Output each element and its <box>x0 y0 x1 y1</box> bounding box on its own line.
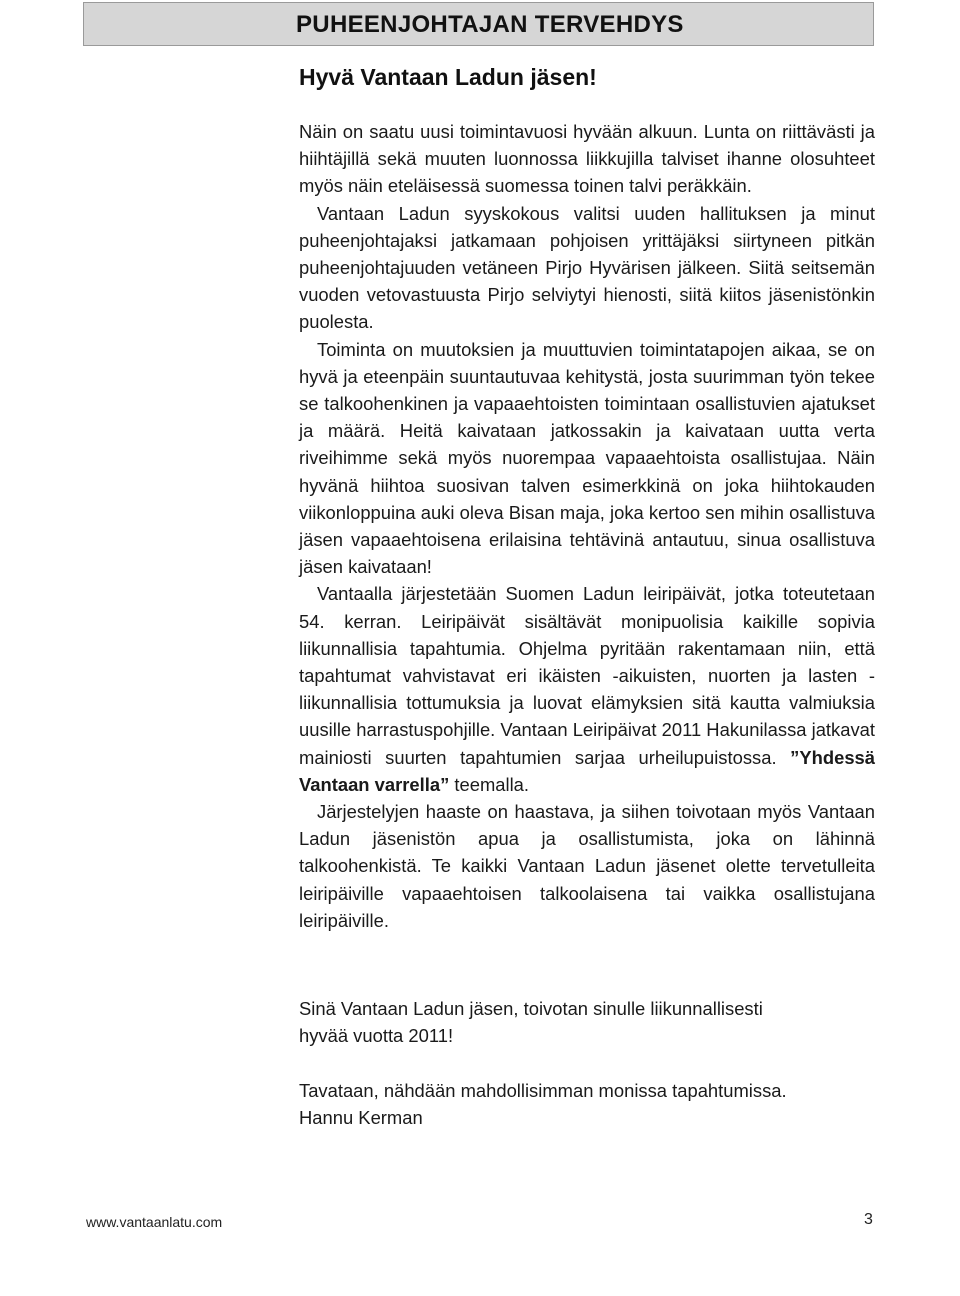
closing-line-2: hyvää vuotta 2011! <box>299 1025 454 1047</box>
camp-days-text: Vantaalla järjestetään Suomen Ladun leiripäivät, jotka toteutetaan 54. kerran. Leiripäivät sisältävät monipuolisia kaikille sopivia liikunnallisia tapahtumia. Ohjelma pyritään rakentamaan niin, että tapahtumat vahvistavat eri ikäisten -aikuisten, nuorten ja lasten -liikunnallisia tottumuksia ja luovat elämyksien sitä kautta valmiuksia uusille harrastuspohjille. Vantaan Leiripäivat 2011 Hakunilassa jatkavat mainiosti suurten tapahtumien sarjaa urheilupuistossa. <box>299 583 875 768</box>
camp-days-text-end: teemalla. <box>449 773 530 795</box>
paragraph-volunteers: Järjestelyjen haaste on haastava, ja siihen toivotaan myös Vantaan Ladun jäsenistön apua ja osallistumista, joka on lähinnä talkoohenkistä. Te kaikki Vantaan Ladun jäsenet olette tervetulleita leiripäiville vapaaehtoisen talkoolaisena tai vaikka osallistujana leiripäiville. <box>299 801 875 931</box>
signoff-line: Tavataan, nähdään mahdollisimman monissa tapahtumissa. <box>299 1080 787 1101</box>
signoff <box>299 1077 919 1131</box>
author-name: Hannu Kerman <box>299 1107 423 1129</box>
paragraph-camp-days <box>299 580 875 798</box>
article-body <box>299 118 875 934</box>
page-number: 3 <box>864 1211 873 1228</box>
camp-days-theme: ”Yhdessä Vantaan varrella” <box>299 746 875 795</box>
section-title: PUHEENJOHTAJAN TERVEHDYS <box>296 11 684 38</box>
closing-line-1: Sinä Vantaan Ladun jäsen, toivotan sinulle liikunnallisesti <box>299 998 763 1019</box>
greeting-heading: Hyvä Vantaan Ladun jäsen! <box>299 64 597 90</box>
footer-website-link[interactable]: www.vantaanlatu.com <box>86 1214 223 1230</box>
paragraph-autumn-meeting: Vantaan Ladun syyskokous valitsi uuden hallituksen ja minut puheenjohtajaksi jatkamaan pohjoisen yrittäjäksi siirtyneen pitkän puheenjohtajuuden vetäneen Pirjo Hyvärisen jälkeen. Siitä seitsemän vuoden vetovastuusta Pirjo selviytyi hienosti, siitä kiitos jäsenistönkin puolesta. <box>299 202 875 333</box>
paragraph-activities: Toiminta on muutoksien ja muuttuvien toimintatapojen aikaa, se on hyvä ja eteenpäin suuntautuvaa kehitystä, josta suurimman työn tekee se talkoohenkinen ja vapaaehtoisten toimintaan osallistuvien ajatukset ja määrä. Heitä kaivataan jatkossakin ja kaivataan uutta verta riveihimme sekä myös nuorempaa vapaaehtoista osallistujaa. Näin hyvänä hiihtoa suosivan talven esimerkkinä on joka hiihtokauden viikonloppuina auki oleva Bisan maja, joka kertoo sen mihin osallistuva jäsen vapaaehtoisena erilaisina tehtävinä antautuu, sinua osallistuva jäsen kaivataan! <box>299 338 875 578</box>
closing-wish <box>299 995 899 1049</box>
paragraph-intro: Näin on saatu uusi toimintavuosi hyvään alkuun. Lunta on riittävästi ja hiihtäjillä sekä muuten luonnossa liikkujilla talviset ihanne olosuhteet myös näin eteläisessä suomessa toinen talvi peräkkäin. <box>299 121 875 197</box>
section-header-bar <box>83 2 874 46</box>
